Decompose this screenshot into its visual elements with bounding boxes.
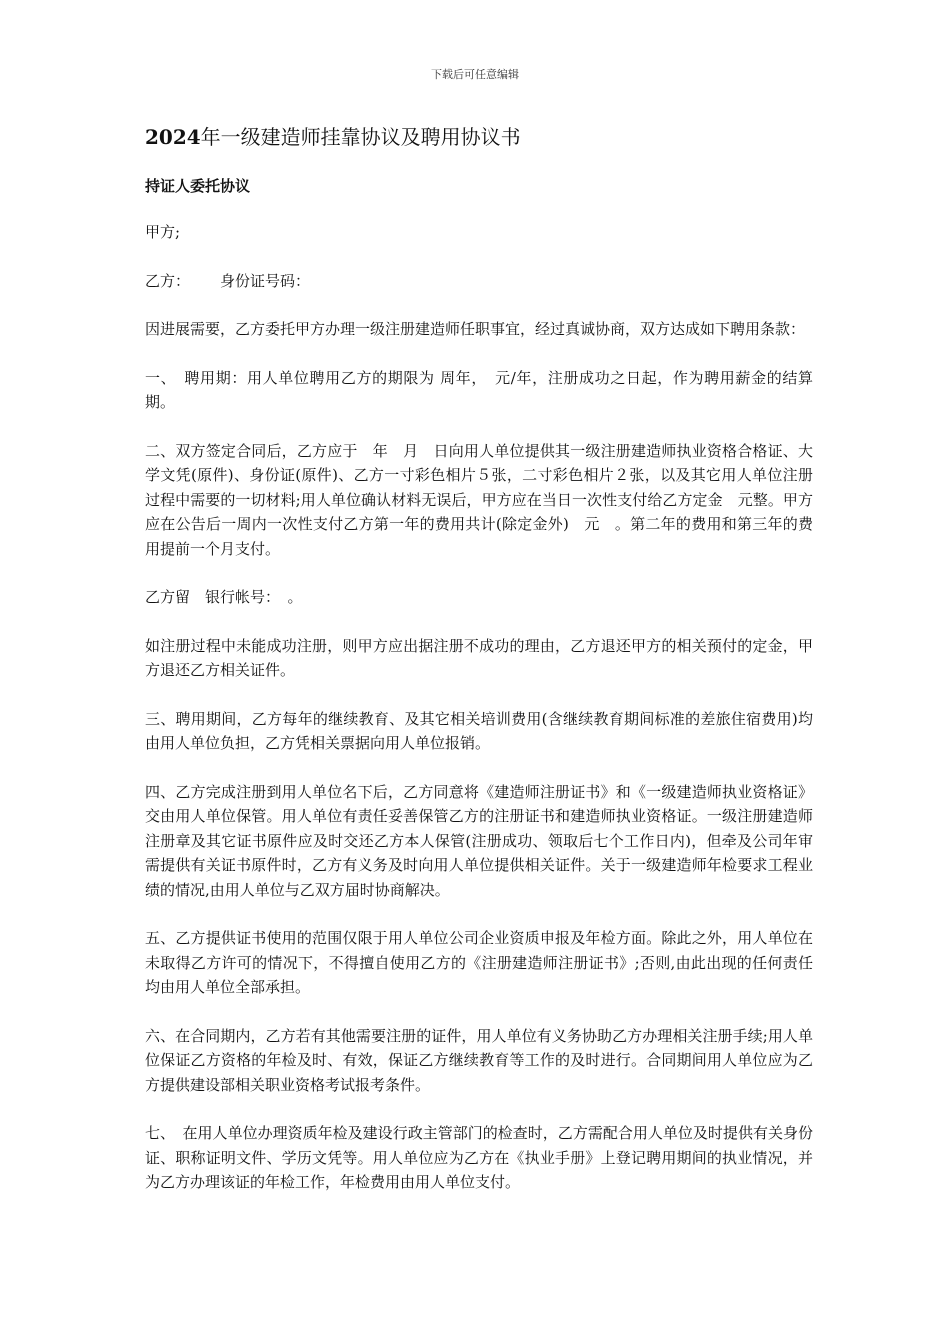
party-b-line [145,269,813,294]
paragraph-clause-2: 二、双方签定合同后，乙方应于 年 月 日向用人单位提供其一级注册建造师执业资格合格证、大学文凭(原件)、身份证(原件)、乙方一寸彩色相片５张，二寸彩色相片２张，以及其它用人单位注册过程中需要的一切材料;用人单位确认材料无误后，甲方应在当日一次性支付给乙方定金 元整。甲方应在公告后一周内一次性支付乙方第一年的费用共计(除定金外) 元 。第二年的费用和第三年的费用提前一个月支付。 [145,441,813,558]
document-title [145,122,813,152]
document-body [145,122,813,1219]
title-year: 2024 [145,125,201,149]
title-text: 年一级建造师挂靠协议及聘用协议书 [200,125,521,149]
header-note: 下载后可任意编辑 [431,68,519,81]
party-b-id-label: 身份证号码： [220,271,311,290]
paragraph-clause-5: 五、乙方提供证书使用的范围仅限于用人单位公司企业资质申报及年检方面。除此之外，用人单位在未取得乙方许可的情况下，不得擅自使用乙方的《注册建造师注册证书》;否则,由此出现的任何责任均由用人单位全部承担。 [145,929,813,996]
paragraph-clause-7: 七、 在用人单位办理资质年检及建设行政主管部门的检查时，乙方需配合用人单位及时提供有关身份证、职称证明文件、学历文凭等。用人单位应为乙方在《执业手册》上登记聘用期间的执业情况，并为乙方办理该证的年检工作，年检费用由用人单位支付。 [145,1124,813,1191]
paragraph-clause-3: 三、聘用期间，乙方每年的继续教育、及其它相关培训费用(含继续教育期间标准的差旅住宿费用)均由用人单位负担，乙方凭相关票据向用人单位报销。 [145,709,813,752]
paragraph-clause-4: 四、乙方完成注册到用人单位名下后，乙方同意将《建造师注册证书》和《一级建造师执业资格证》交由用人单位保管。用人单位有责任妥善保管乙方的注册证书和建造师执业资格证。一级注册建造师注册章及其它证书原件应及时交还乙方本人保管(注册成功、领取后七个工作日内)，但牵及公司年审需提供有关证书原件时，乙方有义务及时向用人单位提供相关证件。关于一级建造师年检要求工程业绩的情况,由用人单位与乙双方届时协商解决。 [145,782,813,899]
party-a-line: 甲方; [145,223,181,241]
paragraph-bank-account: 乙方留 银行帐号： 。 [145,588,303,606]
paragraph-clause-6: 六、在合同期内，乙方若有其他需要注册的证件，用人单位有义务协助乙方办理相关注册手续;用人单位保证乙方资格的年检及时、有效，保证乙方继续教育等工作的及时进行。合同期间用人单位应为乙方提供建设部相关职业资格考试报考条件。 [145,1026,813,1094]
paragraph-registration-failure: 如注册过程中未能成功注册，则甲方应出据注册不成功的理由，乙方退还甲方的相关预付的定金，甲方退还乙方相关证件。 [145,636,813,679]
paragraph-clause-1: 一、 聘用期：用人单位聘用乙方的期限为 周年， 元/年，注册成功之日起，作为聘用薪金的结算期。 [145,368,813,411]
party-b-label: 乙方： [145,271,191,290]
paragraph-intro: 因进展需要，乙方委托甲方办理一级注册建造师任职事宜，经过真诚协商，双方达成如下聘用条款： [145,320,806,338]
section-subtitle: 持证人委托协议 [145,177,251,195]
